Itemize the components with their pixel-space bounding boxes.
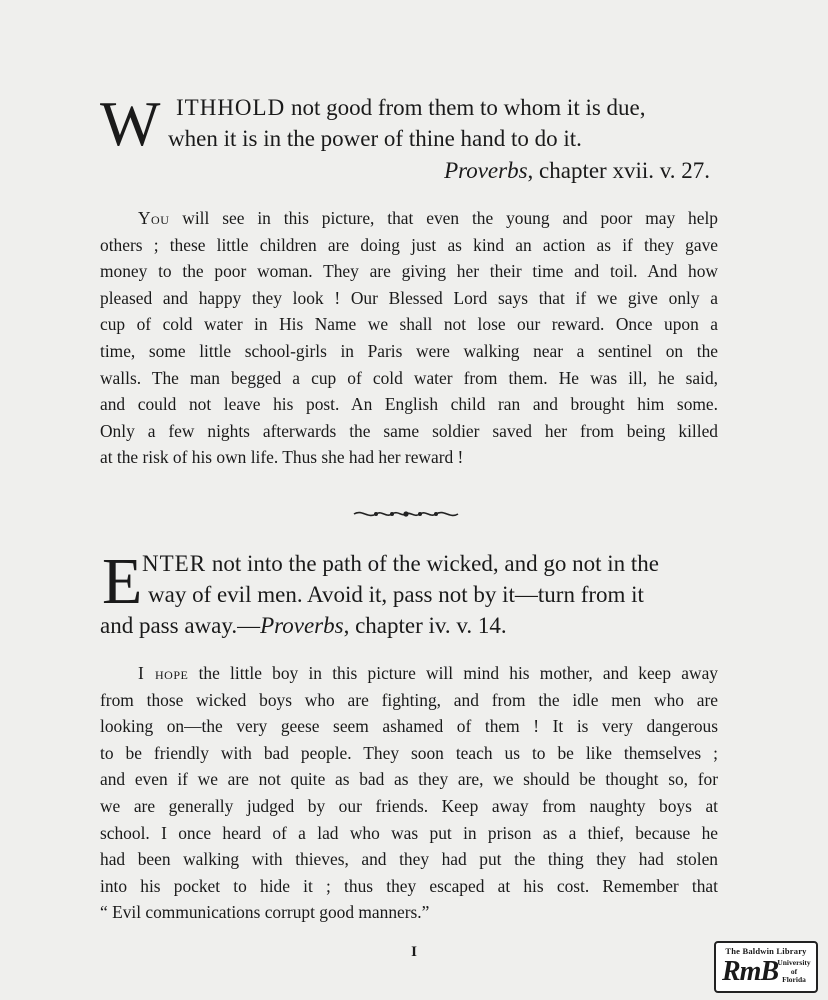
citation-ref: , chapter xvii. v. 27. <box>527 158 710 183</box>
paragraph-line: “ Evil communications corrupt good manners.” <box>100 902 430 923</box>
verse-line: when it is in the power of thine hand to do it. <box>168 126 582 151</box>
verse-text: not good from them to whom it is due, <box>285 95 646 120</box>
verse-caps: ITHHOLD <box>176 95 286 120</box>
paragraph-line: cup of cold water in His Name we shall not lose our reward. Once upon a <box>100 314 718 335</box>
library-stamp <box>714 941 818 993</box>
citation-book: Proverbs <box>260 613 344 638</box>
verse-citation <box>100 154 720 188</box>
paragraph-line: school. I once heard of a lad who was put in prison as a thief, because he <box>100 822 718 843</box>
drop-cap-w: W <box>100 88 161 159</box>
proverb-verse-enter <box>100 545 720 641</box>
paragraph-line: I hope the little boy in this picture will mind his mother, and keep away <box>138 663 718 683</box>
citation-book: Proverbs <box>444 158 528 183</box>
verse-line: way of evil men. Avoid it, pass not by it—turn from it <box>148 582 644 607</box>
stamp-title: The Baldwin Library <box>725 946 807 956</box>
verse-caps: NTER <box>142 551 207 576</box>
paragraph-line: at the risk of his own life. Thus she had her reward ! <box>100 447 464 468</box>
citation-ref: , chapter iv. v. 14. <box>343 613 507 638</box>
paragraph-line: had been walking with thieves, and they had put the thing they had stolen <box>100 849 718 870</box>
paragraph-line: Only a few nights afterwards the same soldier saved her from being killed <box>100 420 718 441</box>
paragraph-line: You will see in this picture, that even the young and poor may help <box>138 208 718 228</box>
paragraph-line: into his pocket to hide it ; thus they escaped at his cost. Remember that <box>100 875 718 896</box>
paragraph-line: pleased and happy they look ! Our Blessed Lord says that if we give only a <box>100 287 718 308</box>
paragraph-line: we are generally judged by our friends. Keep away from naughty boys at <box>100 795 718 816</box>
paragraph-line: looking on—the very geese seem ashamed of them ! It is very dangerous <box>100 716 718 737</box>
paragraph-smallcaps: I hope <box>138 663 189 683</box>
paragraph-line: from those wicked boys who are fighting, and from the idle men who are <box>100 689 718 710</box>
proverb-verse-withhold <box>100 88 720 188</box>
ornament-divider-icon <box>352 507 460 521</box>
paragraph-line: and could not leave his post. An English child ran and brought him some. <box>100 394 718 415</box>
paragraph-smallcaps: You <box>138 208 170 228</box>
verse-line: and pass away.—Proverbs, chapter iv. v. 14. <box>100 613 507 638</box>
verse-line <box>100 548 720 579</box>
verse-line <box>100 92 720 123</box>
paragraph-line: time, some little school-girls in Paris were walking near a sentinel on the <box>100 340 718 361</box>
commentary-paragraph <box>100 660 718 926</box>
paragraph-line: walls. The man begged a cup of cold water from them. He was ill, he said, <box>100 367 718 388</box>
drop-cap-e: E <box>102 545 143 618</box>
stamp-monogram: RmB <box>722 956 779 987</box>
paragraph-line: money to the poor woman. They are giving her their time and toil. And how <box>100 261 718 282</box>
paragraph-line: to be friendly with bad people. They soon teach us to be like themselves ; <box>100 742 718 763</box>
stamp-university: University of Florida <box>777 958 811 984</box>
page-number: I <box>411 944 417 960</box>
verse-text: not into the path of the wicked, and go not in the <box>206 551 659 576</box>
paragraph-line: and even if we are not quite as bad as they are, we should be thought so, for <box>100 769 718 790</box>
commentary-paragraph <box>100 205 718 471</box>
paragraph-line: others ; these little children are doing just as kind an action as if they gave <box>100 234 718 255</box>
